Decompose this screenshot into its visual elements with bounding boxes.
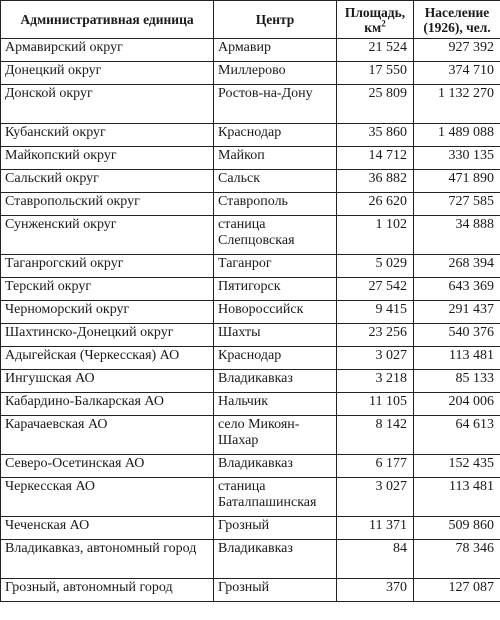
area-cell: 9 415 [337,301,414,324]
unit-cell: Майкопский округ [1,147,214,170]
unit-cell: Донецкий округ [1,62,214,85]
table-row [1,579,500,602]
population-cell: 471 890 [414,170,500,193]
center-cell: Краснодар [214,347,337,370]
header-unit: Административная единица [1,1,214,39]
table-row [1,416,500,455]
table-row [1,255,500,278]
area-cell: 23 256 [337,324,414,347]
population-cell: 330 135 [414,147,500,170]
unit-cell: Таганрогский округ [1,255,214,278]
population-cell: 643 369 [414,278,500,301]
population-cell: 204 006 [414,393,500,416]
unit-cell: Шахтинско-Донецкий округ [1,324,214,347]
area-cell: 25 809 [337,85,414,124]
center-cell: село Микоян-Шахар [214,416,337,455]
unit-cell: Донской округ [1,85,214,124]
unit-cell: Ингушская АО [1,370,214,393]
table-row [1,347,500,370]
area-cell: 11 371 [337,517,414,540]
population-cell: 113 481 [414,347,500,370]
table-row [1,62,500,85]
header-area [337,1,414,39]
table-row [1,85,500,124]
area-cell: 3 027 [337,347,414,370]
center-cell: Пятигорск [214,278,337,301]
population-cell: 509 860 [414,517,500,540]
unit-cell: Кабардино-Балкарская АО [1,393,214,416]
population-cell: 374 710 [414,62,500,85]
population-cell: 1 132 270 [414,85,500,124]
table-row [1,393,500,416]
center-cell: Новороссийск [214,301,337,324]
header-population: Население (1926), чел. [414,1,500,39]
area-cell: 26 620 [337,193,414,216]
population-cell: 927 392 [414,39,500,62]
center-cell: станица Слепцовская [214,216,337,255]
center-cell: Владикавказ [214,540,337,579]
population-cell: 152 435 [414,455,500,478]
population-cell: 78 346 [414,540,500,579]
center-cell: Владикавказ [214,370,337,393]
area-cell: 11 105 [337,393,414,416]
table-body [1,39,500,602]
area-cell: 84 [337,540,414,579]
population-cell: 127 087 [414,579,500,602]
population-cell: 268 394 [414,255,500,278]
population-cell: 1 489 088 [414,124,500,147]
center-cell: станица Баталпашинская [214,478,337,517]
area-cell: 5 029 [337,255,414,278]
population-cell: 291 437 [414,301,500,324]
center-cell: Майкоп [214,147,337,170]
center-cell: Армавир [214,39,337,62]
table-row [1,39,500,62]
table-row [1,370,500,393]
table-row [1,478,500,517]
unit-cell: Армавирский округ [1,39,214,62]
area-cell: 6 177 [337,455,414,478]
unit-cell: Кубанский округ [1,124,214,147]
unit-cell: Чеченская АО [1,517,214,540]
unit-cell: Владикавказ, автономный город [1,540,214,579]
center-cell: Грозный [214,579,337,602]
center-cell: Нальчик [214,393,337,416]
unit-cell: Грозный, автономный город [1,579,214,602]
area-cell: 8 142 [337,416,414,455]
center-cell: Миллерово [214,62,337,85]
population-cell: 85 133 [414,370,500,393]
center-cell: Сальск [214,170,337,193]
population-cell: 540 376 [414,324,500,347]
unit-cell: Черноморский округ [1,301,214,324]
area-cell: 21 524 [337,39,414,62]
header-center: Центр [214,1,337,39]
population-cell: 727 585 [414,193,500,216]
table-row [1,216,500,255]
header-row [1,1,500,39]
area-cell: 17 550 [337,62,414,85]
center-cell: Краснодар [214,124,337,147]
population-cell: 113 481 [414,478,500,517]
table-row [1,517,500,540]
table-row [1,147,500,170]
population-cell: 64 613 [414,416,500,455]
table-row [1,278,500,301]
table-row [1,324,500,347]
table-row [1,193,500,216]
area-cell: 3 027 [337,478,414,517]
unit-cell: Северо-Осетинская АО [1,455,214,478]
center-cell: Грозный [214,517,337,540]
population-cell: 34 888 [414,216,500,255]
unit-cell: Адыгейская (Черкесская) АО [1,347,214,370]
table-row [1,124,500,147]
area-cell: 370 [337,579,414,602]
area-cell: 36 882 [337,170,414,193]
unit-cell: Черкесская АО [1,478,214,517]
area-cell: 14 712 [337,147,414,170]
table-row [1,170,500,193]
unit-cell: Сунженский округ [1,216,214,255]
unit-cell: Сальский округ [1,170,214,193]
center-cell: Владикавказ [214,455,337,478]
unit-cell: Карачаевская АО [1,416,214,455]
area-cell: 35 860 [337,124,414,147]
center-cell: Ростов-на-Дону [214,85,337,124]
unit-cell: Ставропольский округ [1,193,214,216]
table-row [1,540,500,579]
table-row [1,455,500,478]
center-cell: Таганрог [214,255,337,278]
area-cell: 27 542 [337,278,414,301]
center-cell: Шахты [214,324,337,347]
center-cell: Ставрополь [214,193,337,216]
unit-cell: Терский округ [1,278,214,301]
header-area-label: Площадь, км [344,4,406,35]
header-area-sup: 2 [381,18,386,28]
table-header [1,1,500,39]
table-row [1,301,500,324]
area-cell: 3 218 [337,370,414,393]
area-cell: 1 102 [337,216,414,255]
